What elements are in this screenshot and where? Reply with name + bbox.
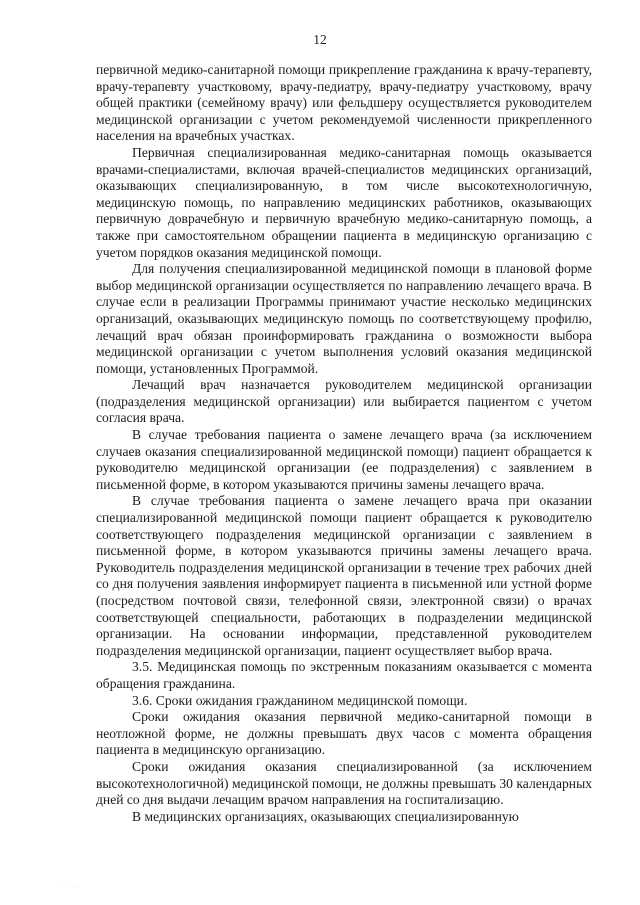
document-body [96, 62, 592, 825]
paragraph-6: В случае требования пациента о замене лечащего врача при оказании специализированной медицинской помощи пациент обращается к руководителю соответствующего подразделения медицинской организации с заявлением в письменной форме, в котором указываются причины замены лечащего врача. Руководитель подразделения медицинской организации в течение трех рабочих дней со дня получения заявления информирует пациента в письменной или устной форме (посредством почтовой связи, телефонной связи, электронной связи) о врачах соответствующей специальности, работающих в подразделении медицинской организации. На основании информации, представленной руководителем подразделения медицинской организации, пациент осуществляет выбор врача. [96, 493, 592, 658]
paragraph-2: Первичная специализированная медико-санитарная помощь оказывается врачами-специалистами, включая врачей-специалистов медицинских организаций, оказывающих специализированную, в том числе высокотехнологичную, медицинскую помощь, по направлению медицинских работников, оказывающих первичную доврачебную и первичную врачебную медико-санитарную помощь, а также при самостоятельном обращении пациента в медицинскую организацию с учетом порядков оказания медицинской помощи. [96, 144, 592, 260]
paragraph-11: В медицинских организациях, оказывающих специализированную [132, 808, 519, 824]
paragraph-4: Лечащий врач назначается руководителем медицинской организации (подразделения медицинской организации) или выбирается пациентом с учетом согласия врача. [96, 377, 592, 426]
paragraph-1: первичной медико-санитарной помощи прикрепление гражданина к врачу-терапевту, врачу-терапевту участковому, врачу-педиатру, врачу-педиатру участковому, врачу общей практики (семейному врачу) или фельдшеру осуществляется руководителем медицинской организации с учетом рекомендуемой численности прикрепленного населения на врачебных участках. [96, 62, 592, 144]
page-number: 12 [313, 32, 327, 47]
section-3-5: 3.5. Медицинская помощь по экстренным показаниям оказывается с момента обращения гражданина. [96, 659, 592, 691]
paragraph-5: В случае требования пациента о замене лечащего врача (за исключением случаев оказания специализированной медицинской помощи) пациент обращается к руководителю медицинской организации (ее подразделения) с заявлением в письменной форме, в котором указываются причины замены лечащего врача. [96, 427, 592, 492]
paragraph-3: Для получения специализированной медицинской помощи в плановой форме выбор медицинской организации осуществляется по направлению лечащего врача. В случае если в реализации Программы принимают участие несколько медицинских организаций, оказывающих медицинскую помощь по соответствующему профилю, лечащий врач обязан проинформировать гражданина о возможности выбора медицинской организации с учетом выполнения условий оказания медицинской помощи, установленных Программой. [96, 261, 592, 376]
paragraph-10: Сроки ожидания оказания специализированной (за исключением высокотехнологичной) медицинской помощи, не должны превышать 30 календарных дней со дня выдачи лечащим врачом направления на госпитализацию. [96, 758, 592, 808]
scan-artifact-mark: · · · · [62, 884, 82, 890]
section-3-6-heading: 3.6. Сроки ожидания гражданином медицинской помощи. [132, 692, 468, 708]
paragraph-9: Сроки ожидания оказания первичной медико-санитарной помощи в неотложной форме, не должны превышать двух часов с момента обращения пациента в медицинскую организацию. [96, 709, 592, 758]
